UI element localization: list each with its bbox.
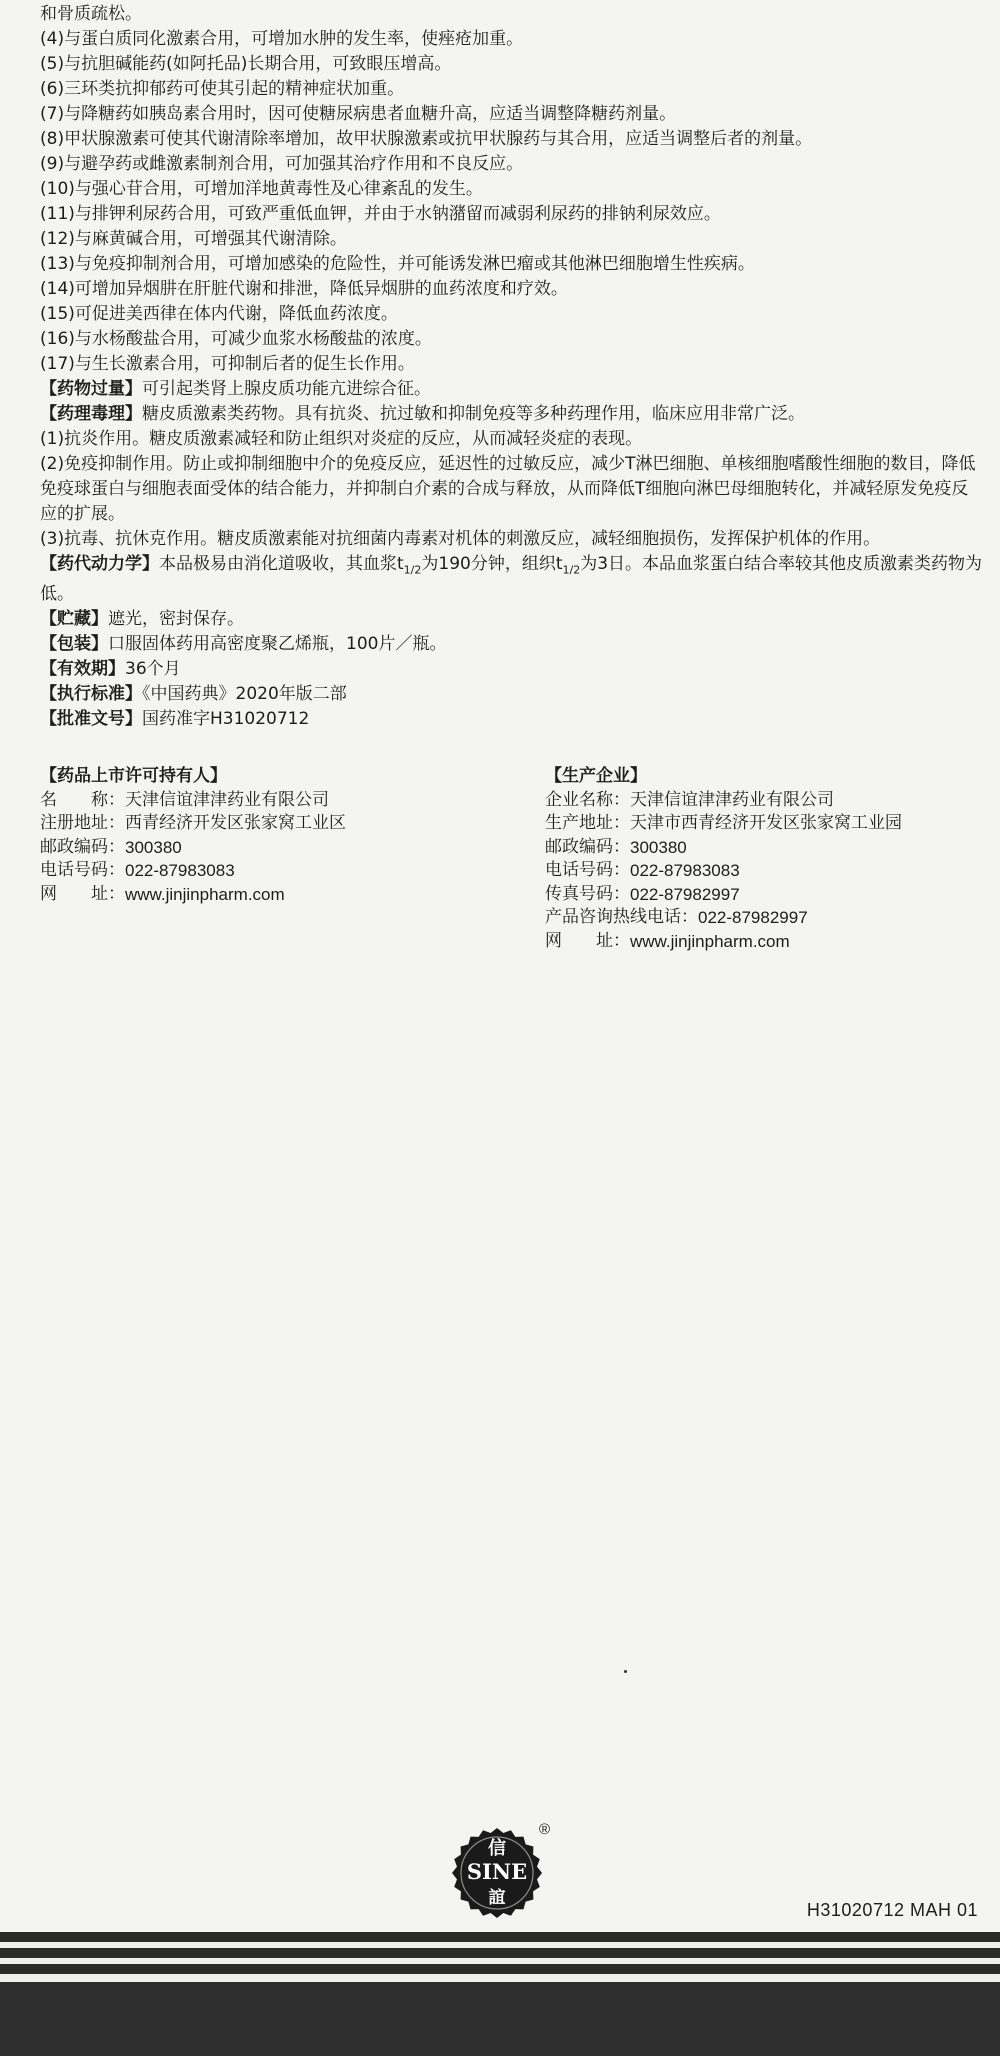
footer-stripes — [0, 1932, 1000, 2056]
holder-row — [40, 812, 540, 836]
section-heading: 【批准文号】 — [40, 709, 142, 730]
section-text: 遮光，密封保存。 — [108, 609, 244, 630]
manufacturer-key: 电话号码： — [545, 860, 630, 880]
interactions-list — [40, 2, 985, 377]
pharmacokinetics-section — [40, 552, 985, 607]
section-heading: 【药理毒理】 — [40, 404, 142, 424]
registered-mark: ® — [539, 1821, 551, 1838]
print-speck — [624, 1670, 627, 1673]
package-section — [40, 632, 985, 657]
manufacturer-row — [545, 789, 985, 813]
section-text: 为190分钟，组织t — [421, 554, 563, 574]
manufacturer-heading: 【生产企业】 — [545, 766, 647, 786]
manufacturer-row — [545, 859, 985, 883]
manufacturer-row — [545, 883, 985, 907]
pharmacology-item: (1)抗炎作用。糖皮质激素减轻和防止组织对炎症的反应，从而减轻炎症的表现。 — [40, 429, 643, 449]
manufacturer-row — [545, 836, 985, 860]
section-text: 36个月 — [125, 659, 181, 680]
interaction-line: (5)与抗胆碱能药(如阿托品)长期合用，可致眼压增高。 — [40, 54, 452, 74]
manufacturer-website: www.jinjinpharm.com — [630, 931, 790, 951]
section-text: 为3日。本品血浆蛋白结合率较其他皮质激素类药物为低。 — [40, 554, 983, 605]
manufacturer-row — [545, 812, 985, 836]
logo-bottom-char: 誼 — [488, 1888, 506, 1908]
sine-logo-icon — [451, 1827, 543, 1919]
interaction-line: (13)与免疫抑制剂合用，可增加感染的危险性，并可能诱发淋巴瘤或其他淋巴细胞增生性疾病。 — [40, 254, 755, 274]
approval-section — [40, 707, 985, 732]
section-heading: 【包装】 — [40, 634, 108, 655]
holder-value: 天津信谊津津药业有限公司 — [125, 789, 329, 810]
holder-key: 网 址： — [40, 883, 125, 904]
manufacturer-value: 300380 — [630, 837, 687, 857]
validity-section — [40, 657, 985, 682]
pharmacology-intro — [40, 402, 985, 427]
interaction-line: (8)甲状腺激素可使其代谢清除率增加，故甲状腺激素或抗甲状腺药与其合用，应适当调整后者的剂量。 — [40, 129, 813, 149]
interaction-line: (17)与生长激素合用，可抑制后者的促生长作用。 — [40, 354, 415, 374]
holder-block — [40, 765, 540, 906]
holder-value: 西青经济开发区张家窝工业区 — [125, 813, 346, 833]
manufacturer-value: 天津市西青经济开发区张家窝工业园 — [630, 813, 902, 833]
holder-key: 名 称： — [40, 789, 125, 810]
interaction-line: (9)与避孕药或雌激素制剂合用，可加强其治疗作用和不良反应。 — [40, 154, 524, 174]
manufacturer-value: 022-87982997 — [698, 908, 808, 927]
manufacturer-key: 产品咨询热线电话： — [545, 907, 698, 927]
interaction-line: (11)与排钾利尿药合用，可致严重低血钾，并由于水钠潴留而减弱利尿药的排钠利尿效应。 — [40, 204, 721, 224]
interaction-line: (7)与降糖药如胰岛素合用时，因可使糖尿病患者血糖升高，应适当调整降糖药剂量。 — [40, 104, 677, 124]
interaction-line: (14)可增加异烟肼在肝脏代谢和排泄，降低异烟肼的血药浓度和疗效。 — [40, 279, 568, 299]
footer-code: H31020712 MAH 01 — [806, 1900, 978, 1920]
holder-value: 300380 — [125, 837, 182, 857]
holder-row — [40, 859, 540, 883]
holder-row — [40, 883, 540, 907]
manufacturer-key: 生产地址： — [545, 813, 630, 833]
manufacturer-key: 网 址： — [545, 930, 630, 951]
pharmacology-section — [40, 402, 985, 552]
logo-sine-text: SINE — [466, 1859, 528, 1884]
insert-text-body — [40, 2, 985, 732]
holder-value: 022-87983083 — [125, 861, 235, 880]
holder-key: 邮政编码： — [40, 836, 125, 857]
subscript: 1/2 — [562, 563, 581, 577]
section-text: 可引起类肾上腺皮质功能亢进综合征。 — [142, 379, 431, 399]
logo-top-char: 信 — [488, 1838, 506, 1859]
manufacturer-key: 传真号码： — [545, 883, 630, 904]
holder-website: www.jinjinpharm.com — [125, 884, 285, 904]
holder-row — [40, 789, 540, 813]
overdose-section — [40, 377, 985, 402]
manufacturer-row — [545, 930, 985, 954]
interaction-line: (6)三环类抗抑郁药可使其引起的精神症状加重。 — [40, 79, 405, 99]
interaction-line: (4)与蛋白质同化激素合用，可增加水肿的发生率，使痤疮加重。 — [40, 29, 524, 49]
holder-heading: 【药品上市许可持有人】 — [40, 766, 227, 786]
section-heading: 【药代动力学】 — [40, 554, 159, 574]
manufacturer-row — [545, 906, 985, 930]
manufacturer-key: 邮政编码： — [545, 836, 630, 857]
section-text: 本品极易由消化道吸收，其血浆t — [159, 554, 404, 574]
section-text: 国药准字H31020712 — [142, 709, 310, 730]
pharmacology-item: (2)免疫抑制作用。防止或抑制细胞中介的免疫反应，延迟性的过敏反应，减少T淋巴细胞、单核细胞嗜酸性细胞的数目，降低免疫球蛋白与细胞表面受体的结合能力，并抑制白介素的合成与释放，从而降低T细胞向淋巴母细胞转化，并减轻原发免疫反应的扩展。 — [40, 454, 976, 524]
section-heading: 【有效期】 — [40, 659, 125, 680]
holder-key: 电话号码： — [40, 860, 125, 880]
holder-row — [40, 836, 540, 860]
manufacturer-value: 022-87982997 — [630, 884, 740, 904]
pharmacology-item: (3)抗毒、抗休克作用。糖皮质激素能对抗细菌内毒素对机体的刺激反应，减轻细胞损伤，发挥保护机体的作用。 — [40, 529, 881, 549]
interaction-line: 和骨质疏松。 — [40, 4, 142, 24]
interaction-line: (15)可促进美西律在体内代谢，降低血药浓度。 — [40, 304, 398, 324]
section-text: 口服固体药用高密度聚乙烯瓶，100片／瓶。 — [108, 634, 447, 655]
subscript: 1/2 — [403, 563, 422, 577]
interaction-line: (16)与水杨酸盐合用，可减少血浆水杨酸盐的浓度。 — [40, 329, 432, 349]
standard-section — [40, 682, 985, 707]
manufacturer-block — [545, 765, 985, 953]
manufacturer-value: 天津信谊津津药业有限公司 — [630, 789, 834, 810]
manufacturer-key: 企业名称： — [545, 789, 630, 810]
section-heading: 【执行标准】 — [40, 684, 142, 705]
manufacturer-value: 022-87983083 — [630, 861, 740, 880]
holder-key: 注册地址： — [40, 813, 125, 833]
section-text: 《中国药典》2020年版二部 — [142, 684, 347, 705]
storage-section — [40, 607, 985, 632]
section-heading: 【药物过量】 — [40, 379, 142, 399]
interaction-line: (12)与麻黄碱合用，可增强其代谢清除。 — [40, 229, 347, 249]
interaction-line: (10)与强心苷合用，可增加洋地黄毒性及心律紊乱的发生。 — [40, 179, 483, 199]
section-text: 糖皮质激素类药物。具有抗炎、抗过敏和抑制免疫等多种药理作用，临床应用非常广泛。 — [142, 404, 805, 424]
section-heading: 【贮藏】 — [40, 609, 108, 630]
